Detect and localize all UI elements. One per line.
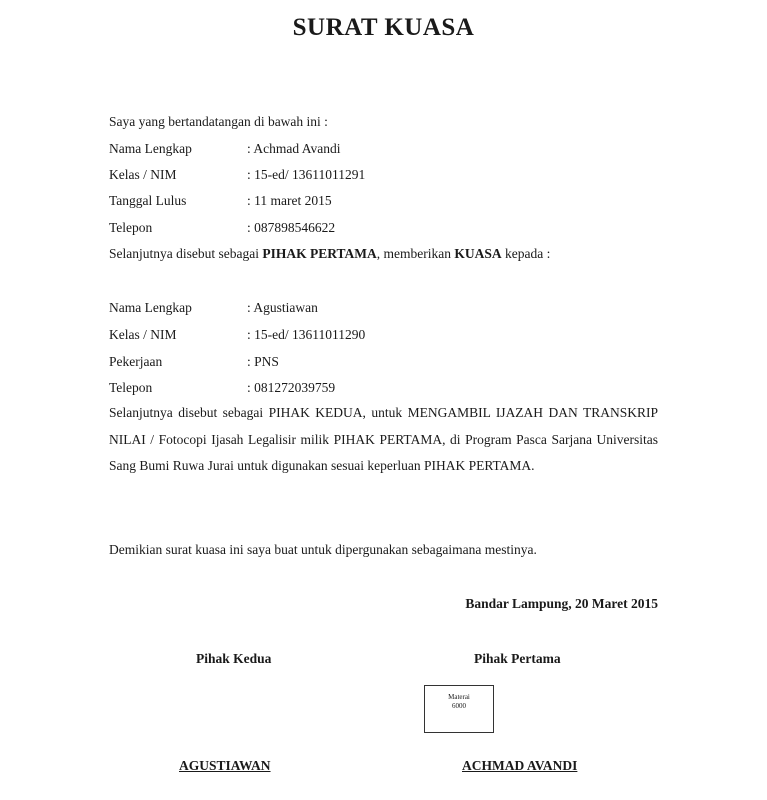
- materai-stamp-box: [424, 685, 494, 733]
- field-value: : 15-ed/ 13611011290: [247, 327, 366, 342]
- pihak-kedua-row-nim: [109, 327, 365, 343]
- kuasa-statement: [109, 246, 550, 262]
- pihak-kedua-signature-name: AGUSTIAWAN: [179, 758, 271, 773]
- field-label: Telepon: [109, 220, 153, 235]
- stamp-line-1: Materai: [448, 693, 470, 701]
- field-label: Tanggal Lulus: [109, 193, 187, 208]
- kuasa-text-mid: , memberikan: [376, 246, 455, 261]
- place-and-date: Bandar Lampung, 20 Maret 2015: [465, 596, 658, 611]
- pihak-kedua-row-job: [109, 354, 279, 370]
- field-value: : 081272039759: [247, 380, 336, 395]
- pihak-pertama-signature-name: ACHMAD AVANDI: [462, 758, 578, 773]
- field-label: Nama Lengkap: [109, 141, 192, 156]
- field-label: Nama Lengkap: [109, 300, 192, 315]
- pihak-pertama-emphasis: PIHAK PERTAMA: [262, 246, 377, 261]
- kuasa-emphasis: KUASA: [454, 246, 502, 261]
- pihak-pertama-row-phone: [109, 220, 335, 236]
- document-title: SURAT KUASA: [292, 14, 475, 41]
- pihak-pertama-label: Pihak Pertama: [474, 651, 561, 666]
- field-label: Kelas / NIM: [109, 327, 177, 342]
- intro-text: Saya yang bertandatangan di bawah ini :: [109, 114, 328, 129]
- stamp-line-2: 6000: [452, 702, 466, 710]
- field-value: : 087898546622: [247, 220, 336, 235]
- field-label: Telepon: [109, 380, 153, 395]
- pihak-pertama-row-graduation: [109, 193, 332, 209]
- pihak-pertama-row-name: [109, 141, 341, 157]
- field-value: : 15-ed/ 13611011291: [247, 167, 366, 182]
- field-label: Pekerjaan: [109, 354, 163, 369]
- field-value: : PNS: [247, 354, 279, 369]
- field-label: Kelas / NIM: [109, 167, 177, 182]
- closing-statement: Demikian surat kuasa ini saya buat untuk dipergunakan sebagaimana mestinya.: [109, 542, 537, 557]
- field-value: : 11 maret 2015: [247, 193, 332, 208]
- kuasa-text-post: kepada :: [501, 246, 551, 261]
- kuasa-text-pre: Selanjutnya disebut sebagai: [109, 246, 263, 261]
- pihak-kedua-row-phone: [109, 380, 335, 396]
- pihak-kedua-row-name: [109, 300, 318, 316]
- field-value: : Achmad Avandi: [247, 141, 341, 156]
- field-value: : Agustiawan: [247, 300, 318, 315]
- purpose-paragraph: Selanjutnya disebut sebagai PIHAK KEDUA, untuk MENGAMBIL IJAZAH DAN TRANSKRIP NILAI / Fotocopi Ijasah Legalisir milik PIHAK PERTAMA, di Program Pasca Sarjana Universitas Sang Bumi Ruwa Jurai untuk digunakan sesuai keperluan PIHAK PERTAMA.: [109, 405, 658, 473]
- pihak-pertama-row-nim: [109, 167, 365, 183]
- pihak-kedua-label: Pihak Kedua: [196, 651, 272, 666]
